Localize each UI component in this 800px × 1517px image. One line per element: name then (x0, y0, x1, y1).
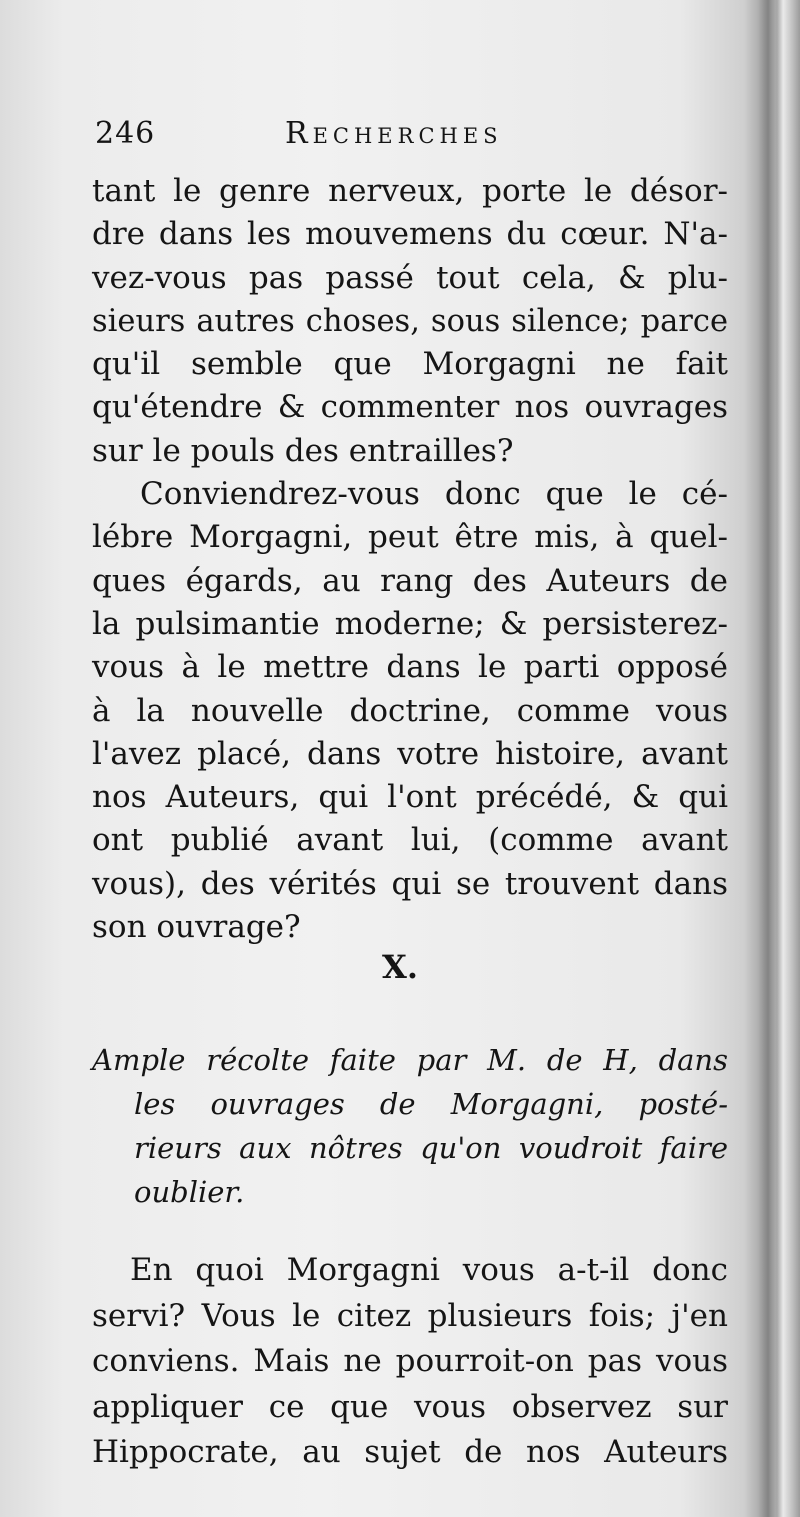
text-line: son ouvrage? (92, 909, 301, 946)
text-line: appliquer ce que vous observez sur (92, 1388, 728, 1425)
summary-line: Ample récolte faite par M. de H, dans (92, 1043, 728, 1077)
page-edge-shadow (758, 0, 800, 1517)
main-text (92, 170, 728, 949)
text-line: sieurs autres choses, sous silence; parce (92, 303, 728, 339)
section-heading: X. (382, 948, 418, 986)
text-line: ques égards, au rang des Auteurs de (92, 562, 728, 599)
running-head (95, 112, 585, 162)
text-line: vez-vous pas passé tout cela, & plu- (92, 259, 728, 296)
text-line: à la nouvelle doctrine, comme vous (92, 692, 728, 729)
page-number: 246 (95, 116, 156, 151)
text-line: En quoi Morgagni vous a-t-il donc (130, 1252, 728, 1288)
section-body (92, 1248, 728, 1476)
text-line: servi? Vous le citez plusieurs fois; j'en (92, 1297, 728, 1334)
text-line: qu'il semble que Morgagni ne fait (92, 346, 728, 383)
text-line: dre dans les mouvemens du cœur. N'a- (92, 216, 728, 253)
running-title: Recherches (285, 116, 503, 151)
summary-line: oublier. (134, 1175, 245, 1209)
text-line: tant le genre nerveux, porte le désor- (92, 173, 728, 209)
text-line: vous à le mettre dans le parti opposé (92, 649, 728, 686)
text-line: qu'étendre & commenter nos ouvrages (92, 389, 728, 426)
text-line: Conviendrez-vous donc que le cé- (140, 476, 728, 513)
summary-line: rieurs aux nôtres qu'on voudroit faire (134, 1131, 728, 1165)
text-line: sur le pouls des entrailles? (92, 432, 514, 469)
summary-line: les ouvrages de Morgagni, posté- (134, 1087, 728, 1121)
section-summary (92, 1038, 728, 1214)
text-line: vous), des vérités qui se trouvent dans (92, 865, 728, 902)
text-line: conviens. Mais ne pourroit-on pas vous (92, 1343, 728, 1379)
text-line: l'avez placé, dans votre histoire, avant (92, 735, 728, 772)
text-line: lébre Morgagni, peut être mis, à quel- (92, 519, 728, 556)
text-line: Hippocrate, au sujet de nos Auteurs (92, 1434, 728, 1470)
text-line: la pulsimantie moderne; & persisterez- (92, 605, 728, 642)
text-line: ont publié avant lui, (comme avant (92, 822, 728, 859)
text-line: nos Auteurs, qui l'ont précédé, & qui (92, 779, 728, 816)
